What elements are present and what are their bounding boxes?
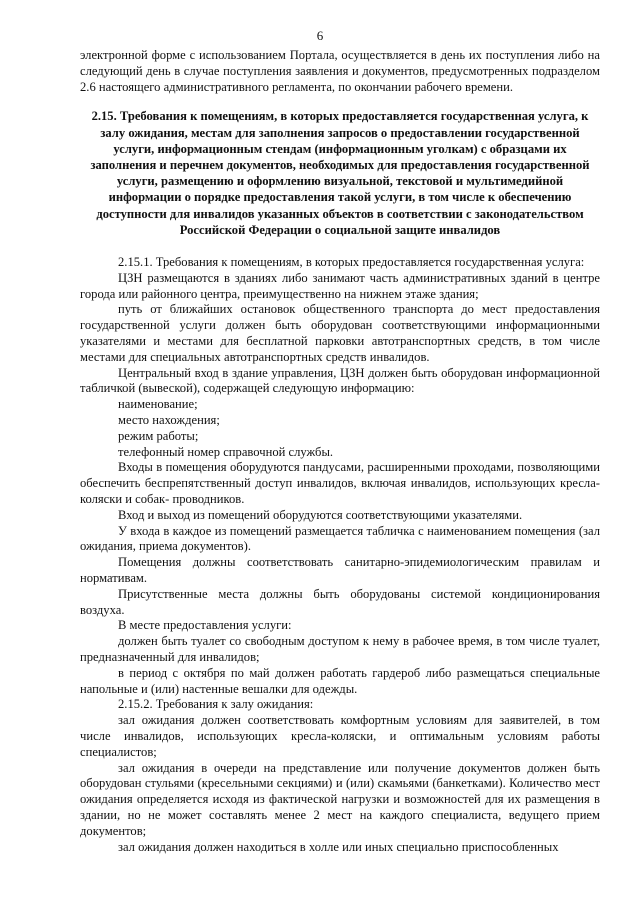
paragraph-wardrobe: в период с октября по май должен работать гардероб либо размещаться специальные напольные и (или) настенные вешалки для одежды.: [80, 665, 600, 696]
paragraph-air-conditioning: Присутственные места должны быть оборудованы системой кондиционирования воздуха.: [80, 586, 600, 617]
list-item: наименование;: [118, 397, 198, 412]
paragraph-waiting-seats: зал ожидания в очереди на представление или получение документов должен быть оборудован стульями (кресельными секциями) и (или) скамьями (банкетками). Количество мест ожидания определяется исходя из фактической нагрузки и возможностей для их размещения в здании, но не может составлять менее 2 мест на каждого специалиста, ведущего прием документов;: [80, 760, 600, 838]
document-body: [80, 48, 600, 855]
paragraph-central-entrance: Центральный вход в здание управления, ЦЗН должен быть оборудован информационной табличкой (вывеской), содержащей следующую информацию:: [80, 365, 600, 396]
page-number: 6: [316, 28, 324, 43]
paragraph-sanitary: Помещения должны соответствовать санитарно-эпидемиологическим правилам и нормативам.: [80, 555, 600, 585]
paragraph-2-15-1: 2.15.1. Требования к помещениям, в которых предоставляется государственная услуга:: [118, 255, 585, 270]
paragraph-czn-location: ЦЗН размещаются в зданиях либо занимают часть административных зданий в центре города или районного центра, преимущественно на нижнем этаже здания;: [80, 270, 600, 301]
paragraph-room-plate: У входа в каждое из помещений размещается табличка с наименованием помещения (зал ожидания, приема документов).: [80, 523, 600, 554]
list-item: телефонный номер справочной службы.: [118, 444, 334, 459]
paragraph-service-place: В месте предоставления услуги:: [118, 618, 292, 633]
list-item: режим работы;: [118, 428, 199, 443]
section-heading: 2.15. Требования к помещениям, в которых предоставляется государственная услуга, к залу ожидания, местам для заполнения запросов о предоставлении государственной услуги, информационным стендам (информационным уголкам) с образцами их заполнения и перечнем документов, необходимых для предоставления государственной услуги, размещению и оформлению визуальной, текстовой и мультимедийной информации о порядке предоставления такой услуги, в том числе к обеспечению доступности для инвалидов указанных объектов в соответствии с законодательством Российской Федерации о социальной защите инвалидов: [90, 109, 590, 237]
paragraph-entrances: Входы в помещения оборудуются пандусами, расширенными проходами, позволяющими обеспечить беспрепятственный доступ инвалидов, включая инвалидов, использующих кресла-коляски и собак- проводников.: [80, 460, 600, 506]
intro-paragraph: электронной форме с использованием Портала, осуществляется в день их поступления либо на следующий день в случае поступления заявления и документов, предусмотренных подразделом 2.6 настоящего административного регламента, по окончании рабочего времени.: [80, 48, 600, 94]
paragraph-2-15-2: 2.15.2. Требования к залу ожидания:: [118, 697, 314, 712]
paragraph-path-signage: путь от ближайших остановок общественного транспорта до мест предоставления государственной услуги должен быть оборудован соответствующими информационными указателями и местами для бесплатной парковки автотранспортных средств, в том числе местами для специальных автотранспортных средств инвалидов.: [80, 302, 600, 364]
list-item: место нахождения;: [118, 412, 220, 427]
paragraph-waiting-comfort: зал ожидания должен соответствовать комфортным условиям для заявителей, в том числе инвалидов, использующих кресла-коляски, и оптимальным условиям работы специалистов;: [80, 713, 600, 759]
paragraph-waiting-location: зал ожидания должен находиться в холле или иных специально приспособленных: [118, 839, 559, 854]
signboard-info-list: [80, 397, 600, 460]
paragraph-toilet: должен быть туалет со свободным доступом к нему в рабочее время, в том числе туалет, предназначенный для инвалидов;: [80, 634, 600, 664]
paragraph-entry-exit: Вход и выход из помещений оборудуются соответствующими указателями.: [118, 507, 523, 522]
